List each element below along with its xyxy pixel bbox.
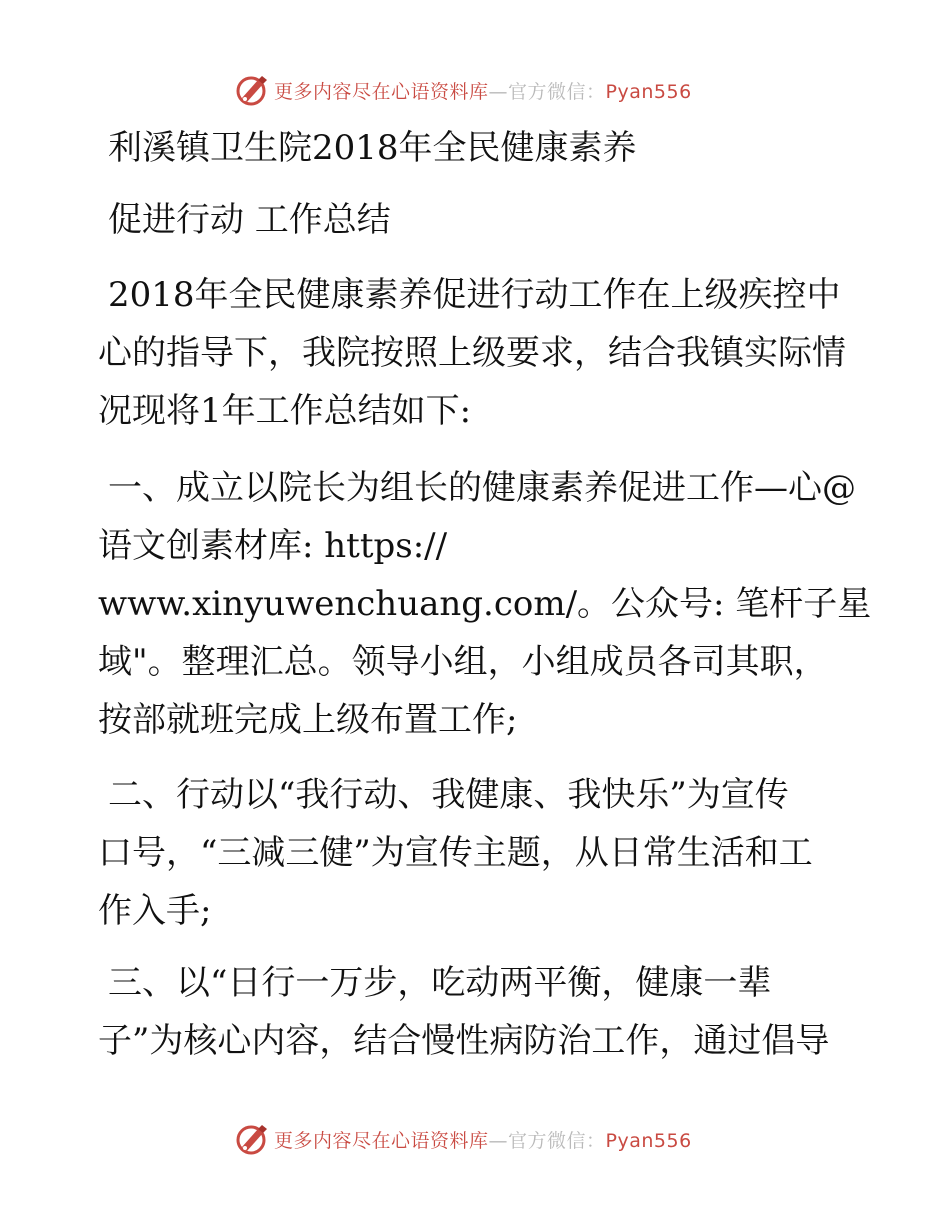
document-title-line-2: 促进行动 工作总结 [108, 200, 391, 240]
pen-circle-logo-icon [234, 1121, 270, 1157]
banner-text [274, 1126, 692, 1153]
section-3-paragraph [98, 963, 829, 1061]
intro-line-1: 2018年全民健康素养促进行动工作在上级疾控中 [108, 275, 841, 315]
section-1-line-2: 语文创素材库: https:// [98, 526, 448, 566]
banner-title: 更多内容尽在心语资料库 [274, 80, 489, 103]
section-3-line-2: 子”为核心内容，结合慢性病防治工作，通过倡导 [98, 1021, 830, 1061]
section-1-line-3: www.xinyuwenchuang.com/。公众号: 笔杆子星 [98, 584, 872, 624]
intro-line-2: 心的指导下，我院按照上级要求，结合我镇实际情 [98, 333, 846, 373]
banner-text [274, 77, 692, 104]
banner-separator: — [488, 80, 509, 103]
intro-line-3: 况现将1年工作总结如下: [98, 391, 472, 431]
footer-banner [234, 1121, 692, 1157]
section-2-line-3: 作入手; [98, 891, 212, 931]
document-title-line-1: 利溪镇卫生院2018年全民健康素养 [108, 128, 637, 168]
section-2-paragraph [98, 775, 813, 931]
section-3-line-1: 三、以“日行一万步，吃动两平衡，健康一辈 [108, 963, 772, 1003]
section-1-line-1: 一、成立以院长为组长的健康素养促进工作—心@ [108, 468, 856, 508]
intro-paragraph [98, 275, 846, 431]
banner-wechat-label: 官方微信： [508, 80, 606, 103]
section-1-paragraph [98, 468, 871, 740]
section-1-line-5: 按部就班完成上级布置工作; [98, 700, 518, 740]
banner-separator: — [488, 1129, 509, 1152]
section-2-line-2: 口号，“三减三健”为宣传主题，从日常生活和工 [98, 833, 813, 873]
banner-title: 更多内容尽在心语资料库 [274, 1129, 489, 1152]
banner-wechat-id: Pyan556 [605, 80, 692, 103]
banner-wechat-id: Pyan556 [605, 1129, 692, 1152]
header-banner [234, 72, 692, 108]
section-1-line-4: 域"。整理汇总。领导小组，小组成员各司其职， [98, 642, 828, 682]
pen-circle-logo-icon [234, 72, 270, 108]
banner-wechat-label: 官方微信： [508, 1129, 606, 1152]
section-2-line-1: 二、行动以“我行动、我健康、我快乐”为宣传 [108, 775, 789, 815]
